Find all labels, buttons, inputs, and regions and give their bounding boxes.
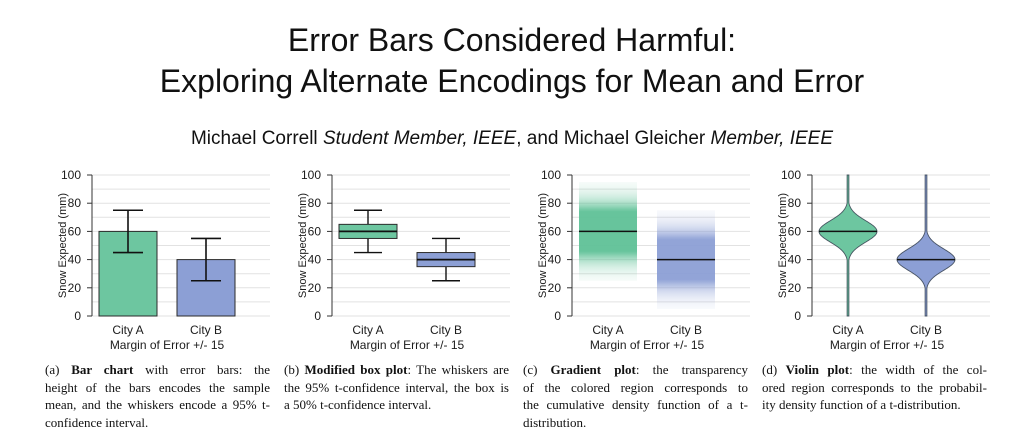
x-category-label: City B [189, 323, 223, 337]
caption-text: : the width of the col- [849, 362, 988, 377]
x-category-label: City A [832, 323, 864, 337]
caption-label: (c) [523, 362, 538, 377]
caption-line: confidence interval. [45, 414, 149, 430]
caption-label: (d) [762, 362, 778, 377]
caption-line: ored region corresponds to the probabil- [762, 379, 987, 395]
caption-c [523, 361, 748, 431]
y-tick-label: 20 [67, 280, 81, 295]
x-axis-label: Margin of Error +/- 15 [109, 338, 225, 352]
y-tick-label: 80 [547, 196, 561, 211]
x-category-label: City A [112, 323, 144, 337]
y-tick-label: 100 [300, 168, 321, 182]
paper-title-line: Exploring Alternate Encodings for Mean and Error [159, 63, 865, 99]
y-tick-label: 60 [67, 224, 81, 239]
y-tick-label: 20 [307, 280, 321, 295]
caption-line: height of the bars encodes the sample [45, 379, 270, 395]
box-plot-panel [285, 165, 525, 357]
x-category-label: City A [352, 323, 384, 337]
y-tick-label: 40 [547, 252, 561, 267]
author-separator: , and [516, 128, 559, 149]
caption-label: (b) [284, 362, 300, 377]
bar-chart-panel [45, 165, 285, 357]
y-axis-label: Snow Expected (mm) [57, 192, 69, 299]
caption-a [45, 361, 270, 431]
caption-line [284, 361, 509, 379]
author-membership: Member, IEEE [710, 128, 834, 149]
y-tick-label: 100 [780, 168, 801, 182]
caption-line: mean, and the whiskers encode a 95% t- [45, 397, 270, 413]
author-name: Michael Gleicher [563, 128, 706, 149]
y-axis-label: Snow Expected (mm) [777, 192, 789, 299]
paper-title-line: Error Bars Considered Harmful: [287, 22, 737, 58]
caption-line: a 50% t-confidence interval. [284, 397, 432, 413]
author-membership: Student Member, IEEE [322, 128, 517, 149]
caption-line: the 95% t-confidence interval, the box is [284, 379, 509, 395]
y-tick-label: 60 [787, 224, 801, 239]
y-tick-label: 20 [547, 280, 561, 295]
caption-text: : The whiskers are [407, 362, 509, 377]
paper-title [0, 20, 1024, 102]
caption-line [762, 361, 987, 379]
caption-title: Gradient plot [550, 362, 636, 377]
y-tick-label: 80 [307, 196, 321, 211]
caption-line: of the colored region corresponds to [523, 379, 748, 395]
caption-title: Bar chart [71, 362, 134, 377]
x-category-label: City A [592, 323, 624, 337]
violin-plot-panel [765, 165, 1005, 357]
y-tick-label: 40 [307, 252, 321, 267]
y-axis-label: Snow Expected (mm) [537, 192, 549, 299]
caption-text: with error bars: the [133, 362, 270, 377]
y-tick-label: 0 [314, 309, 321, 323]
caption-d [762, 361, 987, 414]
y-tick-label: 100 [540, 168, 561, 182]
caption-line: ity density function of a t-distribution. [762, 397, 961, 413]
caption-title: Modified box plot [304, 362, 408, 377]
y-axis-label: Snow Expected (mm) [297, 192, 309, 299]
x-axis-label: Margin of Error +/- 15 [589, 338, 705, 352]
y-tick-label: 80 [67, 196, 81, 211]
x-axis-label: Margin of Error +/- 15 [349, 338, 465, 352]
x-category-label: City B [909, 323, 943, 337]
caption-line [45, 361, 270, 379]
caption-line [523, 361, 748, 379]
y-tick-label: 60 [307, 224, 321, 239]
caption-title: Violin plot [785, 362, 850, 377]
y-tick-label: 20 [787, 280, 801, 295]
caption-text: : the transparency [635, 362, 749, 377]
y-tick-label: 0 [74, 309, 81, 323]
y-tick-label: 0 [554, 309, 561, 323]
y-tick-label: 40 [67, 252, 81, 267]
caption-line: the cumulative density function of a t- [523, 397, 748, 413]
x-axis-label: Margin of Error +/- 15 [829, 338, 945, 352]
y-tick-label: 100 [60, 168, 81, 182]
author-name: Michael Correll [190, 128, 318, 149]
author-line [0, 127, 1024, 151]
caption-label: (a) [45, 362, 60, 377]
x-category-label: City B [429, 323, 463, 337]
caption-b [284, 361, 509, 414]
y-tick-label: 0 [794, 309, 801, 323]
y-tick-label: 80 [787, 196, 801, 211]
y-tick-label: 40 [787, 252, 801, 267]
x-category-label: City B [669, 323, 703, 337]
caption-line: distribution. [523, 414, 587, 430]
gradient-plot-panel [525, 165, 765, 357]
y-tick-label: 60 [547, 224, 561, 239]
